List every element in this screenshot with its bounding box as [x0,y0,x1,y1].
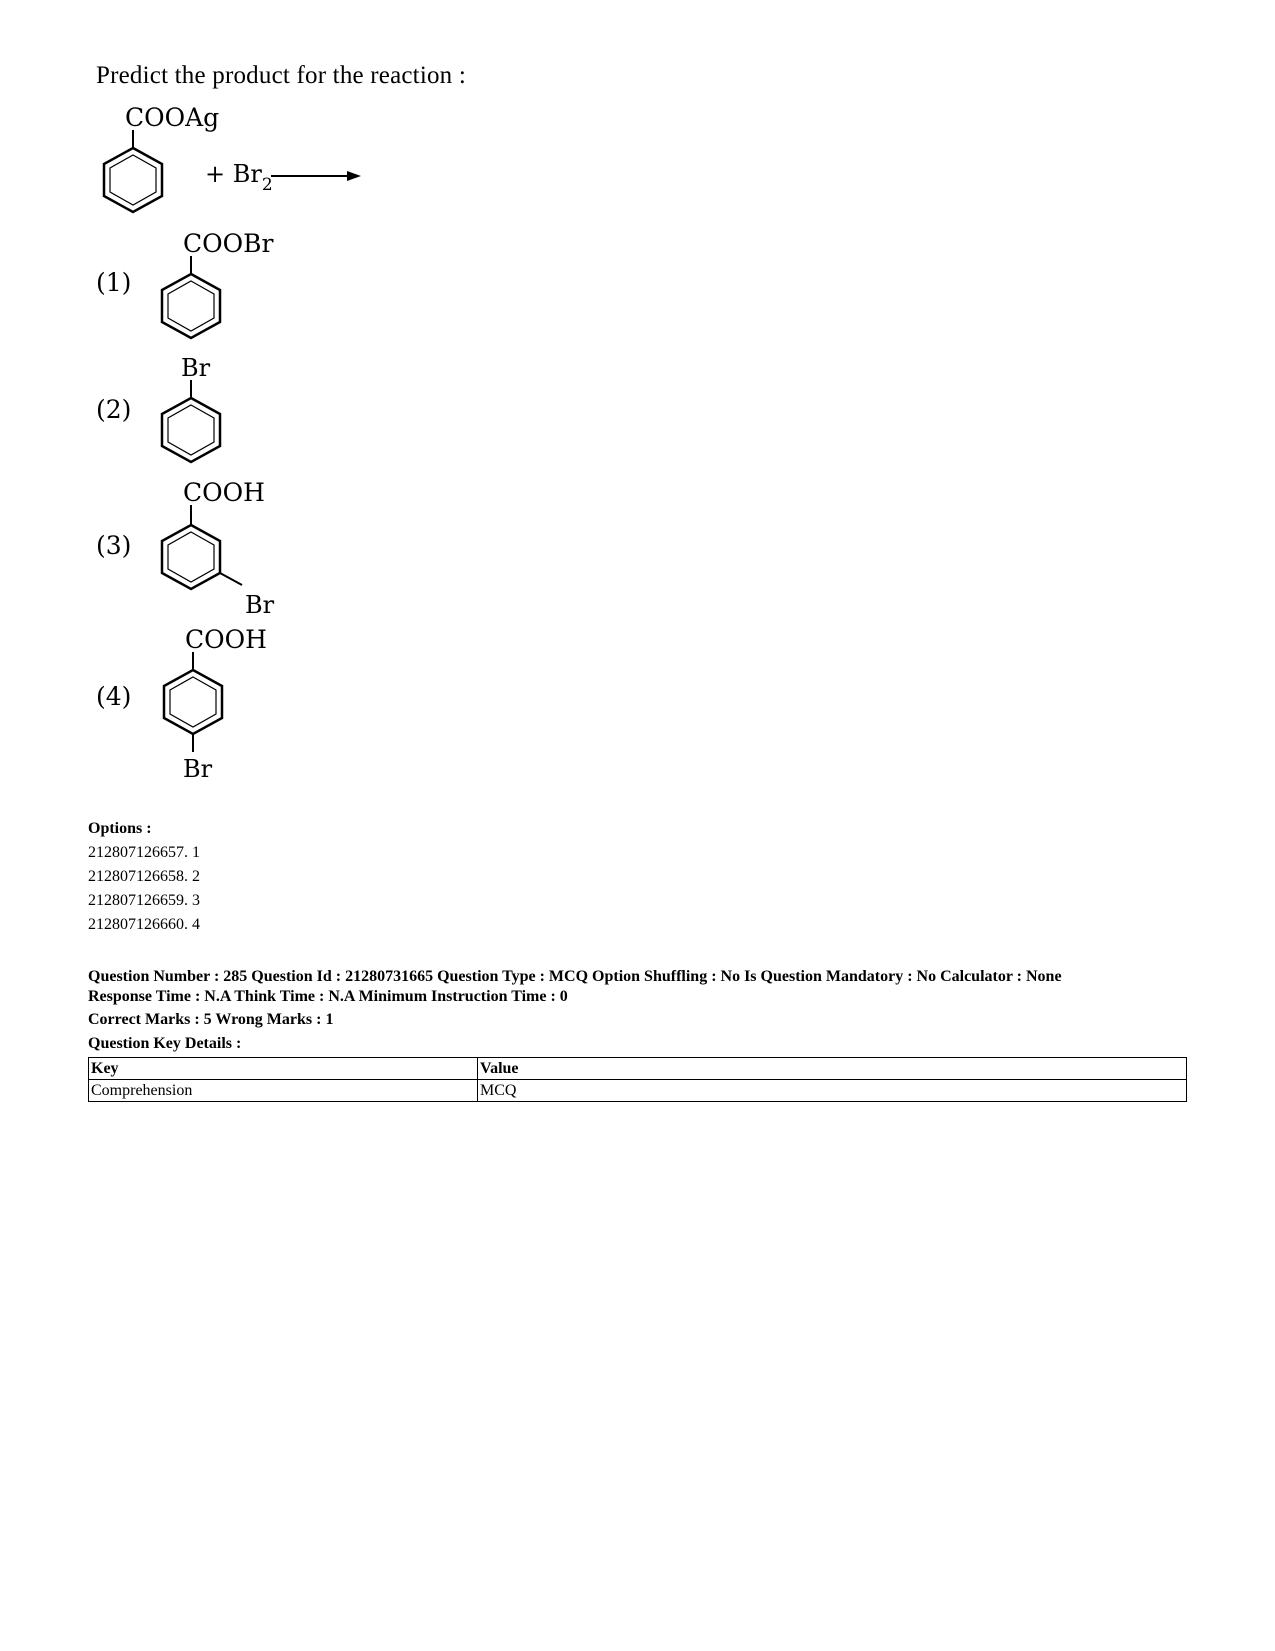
choice-3-label: (3) [96,531,132,560]
table-cell: MCQ [478,1080,1187,1102]
question-key-details-heading: Question Key Details : [88,1035,242,1052]
reactant-structure [95,100,385,225]
table-cell: Comprehension [89,1080,478,1102]
reagent-subscript: 2 [261,175,273,195]
choice-3-structure [155,475,305,625]
reactant-group-label: COOAg [125,103,220,132]
choice-4-structure [155,622,285,802]
option-item: 212807126657. 1 [88,844,200,861]
table-row [89,1080,1187,1102]
choice-4-group-top: COOH [185,625,267,654]
choice-3-group-top: COOH [183,478,265,507]
benzene-ring-inner [168,405,214,455]
choice-3-group-side: Br [245,591,275,619]
benzene-ring-inner [168,532,214,582]
choice-1-group: COOBr [183,229,274,258]
choice-4-group-bottom: Br [183,755,213,783]
benzene-ring-inner [168,281,214,331]
choice-4-label: (4) [96,682,132,711]
benzene-ring-outer [164,670,222,734]
benzene-ring-inner [170,677,216,727]
table-header-row [89,1058,1187,1080]
option-item: 212807126660. 4 [88,916,200,933]
question-prompt: Predict the product for the reaction : [96,62,466,89]
benzene-ring-outer [162,525,220,589]
question-key-table [88,1057,1187,1102]
benzene-ring-inner [110,155,156,205]
choice-2-label: (2) [96,395,132,424]
question-timing-line: Response Time : N.A Think Time : N.A Minimum Instruction Time : 0 [88,988,568,1005]
question-marks-line: Correct Marks : 5 Wrong Marks : 1 [88,1011,334,1028]
benzene-ring-outer [162,274,220,338]
table-header-cell: Key [89,1058,478,1080]
options-heading: Options : [88,820,152,837]
choice-1-structure [155,226,285,351]
question-meta-line: Question Number : 285 Question Id : 21280731665 Question Type : MCQ Option Shuffling : No Is Question Mandatory : No Calculator : None [88,968,1062,985]
reagent-label: + Br [205,160,262,188]
benzene-ring-outer [162,398,220,462]
svg-text:+ Br2 [205,160,273,195]
reaction-arrow-head [347,171,361,181]
table-header-cell: Value [478,1058,1187,1080]
choice-1-label: (1) [96,268,132,297]
benzene-ring-outer [104,148,162,212]
option-item: 212807126658. 2 [88,868,200,885]
option-item: 212807126659. 3 [88,892,200,909]
choice-2-structure [155,352,285,477]
choice-2-group: Br [181,354,211,382]
